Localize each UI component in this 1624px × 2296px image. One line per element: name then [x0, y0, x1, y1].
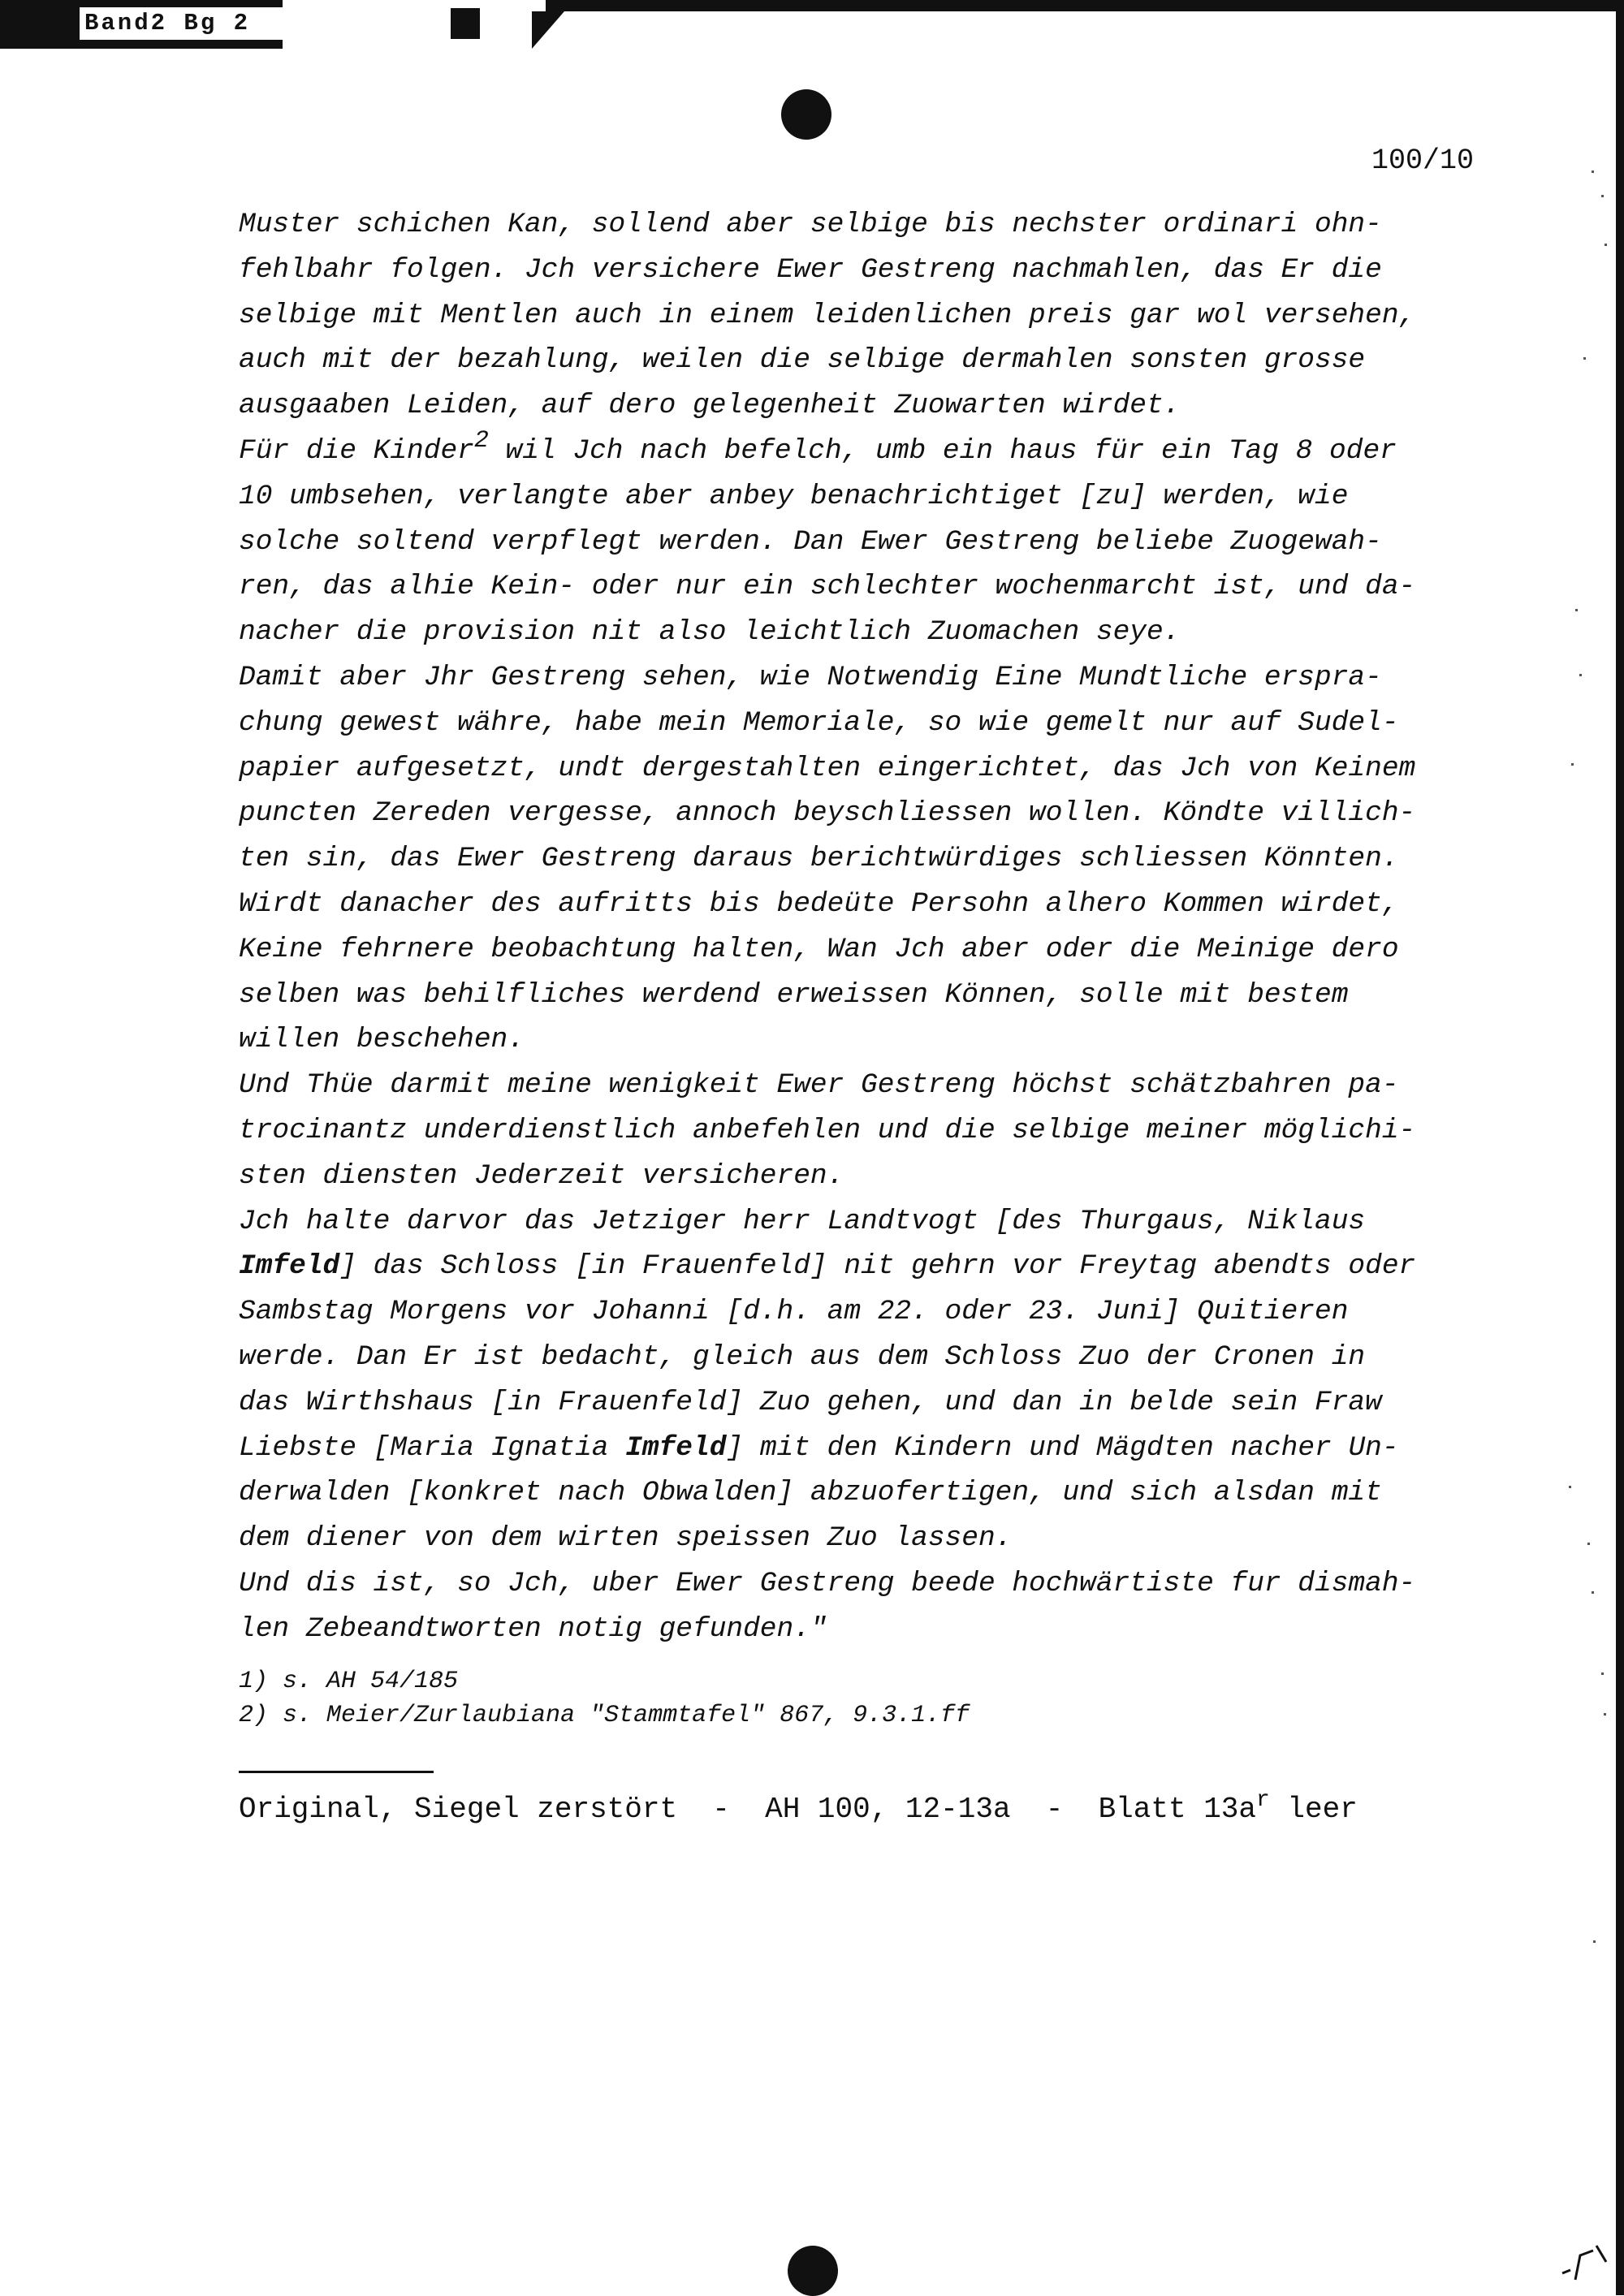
page-number: 100/10 [1371, 145, 1474, 177]
text-segment: wil Jch nach befelch, umb ein haus für ein Tag 8 oder [488, 434, 1397, 467]
text-line [239, 746, 1505, 792]
text-segment: auch mit der bezahlung, weilen die selbige dermahlen sonsten grosse [239, 344, 1366, 377]
text-segment: selben was behilfliches werdend erweissen Können, solle mit bestem [239, 978, 1349, 1011]
scan-speck [1601, 195, 1604, 197]
text-segment: selbige mit Mentlen auch in einem leidenlichen preis gar wol versehen, [239, 299, 1416, 331]
text-line [239, 1380, 1505, 1426]
text-segment: chung gewest währe, habe mein Memoriale, so wie gemelt nur auf Sudel- [239, 706, 1399, 739]
text-line [239, 1607, 1505, 1652]
text-line [239, 1426, 1505, 1471]
text-segment: werde. Dan Er ist bedacht, gleich aus dem Schloss Zuo der Cronen in [239, 1340, 1366, 1373]
text-line [239, 248, 1505, 293]
punch-hole-bottom [788, 2246, 838, 2296]
scan-speck [1592, 170, 1594, 173]
text-line [239, 564, 1505, 610]
text-segment: 10 umbsehen, verlangte aber anbey benachrichtiget [zu] werden, wie [239, 480, 1349, 512]
text-segment: ] mit den Kindern und Mägdten nacher Un- [726, 1431, 1399, 1464]
footnotes [239, 1664, 970, 1733]
text-segment: solche soltend verpflegt werden. Dan Ewer Gestreng beliebe Zuogewah- [239, 525, 1382, 558]
text-line [239, 655, 1505, 701]
bold-name: Imfeld [239, 1250, 340, 1283]
text-segment: Sambstag Morgens vor Johanni [d.h. am 22. oder 23. Juni] Quitieren [239, 1296, 1349, 1328]
text-line [239, 293, 1505, 339]
text-segment: fehlbahr folgen. Jch versichere Ewer Gestreng nachmahlen, das Er die [239, 253, 1382, 286]
scan-speck [1601, 1672, 1604, 1675]
text-segment: papier aufgesetzt, undt dergestahlten eingerichtet, das Jch von Keinem [239, 752, 1416, 784]
text-line [239, 474, 1505, 520]
letter-body [239, 202, 1505, 1652]
text-segment: Und dis ist, so Jch, uber Ewer Gestreng beede hochwärtiste fur dismah- [239, 1567, 1416, 1599]
text-segment: puncten Zereden vergesse, annoch beyschliessen wollen. Köndte villich- [239, 797, 1416, 830]
text-line [239, 426, 1505, 474]
text-segment: derwalden [konkret nach Obwalden] abzuofertigen, und sich alsdan mit [239, 1477, 1382, 1509]
text-line [239, 1289, 1505, 1335]
text-line [239, 1154, 1505, 1199]
text-segment: trocinantz underdienstlich anbefehlen und die selbige meiner möglichi- [239, 1114, 1416, 1146]
footnote: 2) s. Meier/Zurlaubiana "Stammtafel" 867, 9.3.1.ff [239, 1702, 970, 1729]
text-segment: Muster schichen Kan, sollend aber selbige bis nechster ordinari ohn- [239, 209, 1382, 240]
text-segment: len Zebeandtworten notig gefunden." [239, 1612, 827, 1645]
footnote: 1) s. AH 54/185 [239, 1668, 459, 1695]
text-line [239, 1108, 1505, 1154]
text-segment: nacher die provision nit also leichtlich Zuomachen seye. [239, 616, 1181, 649]
source-superscript: r [1256, 1788, 1270, 1813]
footnote-divider [239, 1771, 434, 1773]
scan-speck [1604, 1713, 1606, 1716]
text-line [239, 1017, 1505, 1063]
scan-speck [1587, 1543, 1590, 1545]
text-segment: ten sin, das Ewer Gestreng daraus berichtwürdiges schliessen Könnten. [239, 843, 1399, 875]
scan-speck [1569, 1486, 1571, 1488]
scan-speck [1593, 1940, 1596, 1943]
handwritten-page-mark [1557, 2238, 1614, 2286]
scan-border-top-right [546, 0, 1624, 11]
text-segment: Jch halte darvor das Jetziger herr Landtvogt [des Thurgaus, Niklaus [239, 1205, 1366, 1237]
text-segment: ausgaaben Leiden, auf dero gelegenheit Zuowarten wirdet. [239, 390, 1181, 422]
footnote-ref: 2 [473, 426, 489, 455]
punch-hole-top [781, 89, 831, 140]
scan-speck [1579, 674, 1582, 676]
text-line [239, 338, 1505, 383]
text-segment: ] das Schloss [in Frauenfeld] nit gehrn vor Freytag abendts oder [339, 1250, 1416, 1283]
source-tail: leer [1269, 1793, 1358, 1826]
text-line [239, 610, 1505, 655]
scan-speck [1571, 763, 1574, 766]
text-segment: sten diensten Jederzeit versicheren. [239, 1159, 844, 1192]
text-line [239, 882, 1505, 927]
scan-speck [1592, 1591, 1594, 1594]
text-segment: willen beschehen. [239, 1024, 525, 1056]
text-line [239, 520, 1505, 565]
text-segment: Keine fehrnere beobachtung halten, Wan Jch aber oder die Meinige dero [239, 933, 1399, 965]
text-line [239, 1199, 1505, 1245]
scan-mark-square [451, 8, 480, 39]
text-segment: ren, das alhie Kein- oder nur ein schlechter wochenmarcht ist, und da- [239, 571, 1416, 603]
text-line [239, 927, 1505, 973]
bold-name: Imfeld [625, 1431, 727, 1464]
text-line [239, 1335, 1505, 1380]
text-line [239, 791, 1505, 836]
text-line [239, 1561, 1505, 1607]
text-segment: dem diener von dem wirten speissen Zuo lassen. [239, 1522, 1013, 1555]
source-line [239, 1789, 1358, 1830]
text-line [239, 383, 1505, 429]
text-segment: Damit aber Jhr Gestreng sehen, wie Notwendig Eine Mundtliche erspra- [239, 661, 1382, 693]
text-line [239, 973, 1505, 1018]
scan-speck [1575, 609, 1578, 611]
text-segment: Wirdt danacher des aufritts bis bedeüte Persohn alhero Kommen wirdet, [239, 887, 1399, 920]
text-line [239, 701, 1505, 746]
text-segment: das Wirthshaus [in Frauenfeld] Zuo gehen, und dan in belde sein Fraw [239, 1386, 1382, 1418]
text-line [239, 1063, 1505, 1108]
text-line [239, 1244, 1505, 1289]
source-text: Original, Siegel zerstört - AH 100, 12-13a - Blatt 13a [239, 1793, 1257, 1826]
text-line [239, 202, 1505, 248]
scan-border-right [1616, 0, 1624, 2295]
text-line [239, 836, 1505, 882]
scan-border-wedge [532, 11, 564, 49]
band-label: Band2 Bg 2 [80, 7, 283, 40]
text-line [239, 1470, 1505, 1516]
text-segment: Und Thüe darmit meine wenigkeit Ewer Gestreng höchst schätzbahren pa- [239, 1069, 1399, 1102]
scan-speck [1583, 357, 1586, 360]
text-segment: Für die Kinder [239, 434, 474, 467]
text-segment: Liebste [Maria Ignatia [239, 1431, 626, 1464]
scan-speck [1605, 244, 1607, 246]
text-line [239, 1516, 1505, 1561]
